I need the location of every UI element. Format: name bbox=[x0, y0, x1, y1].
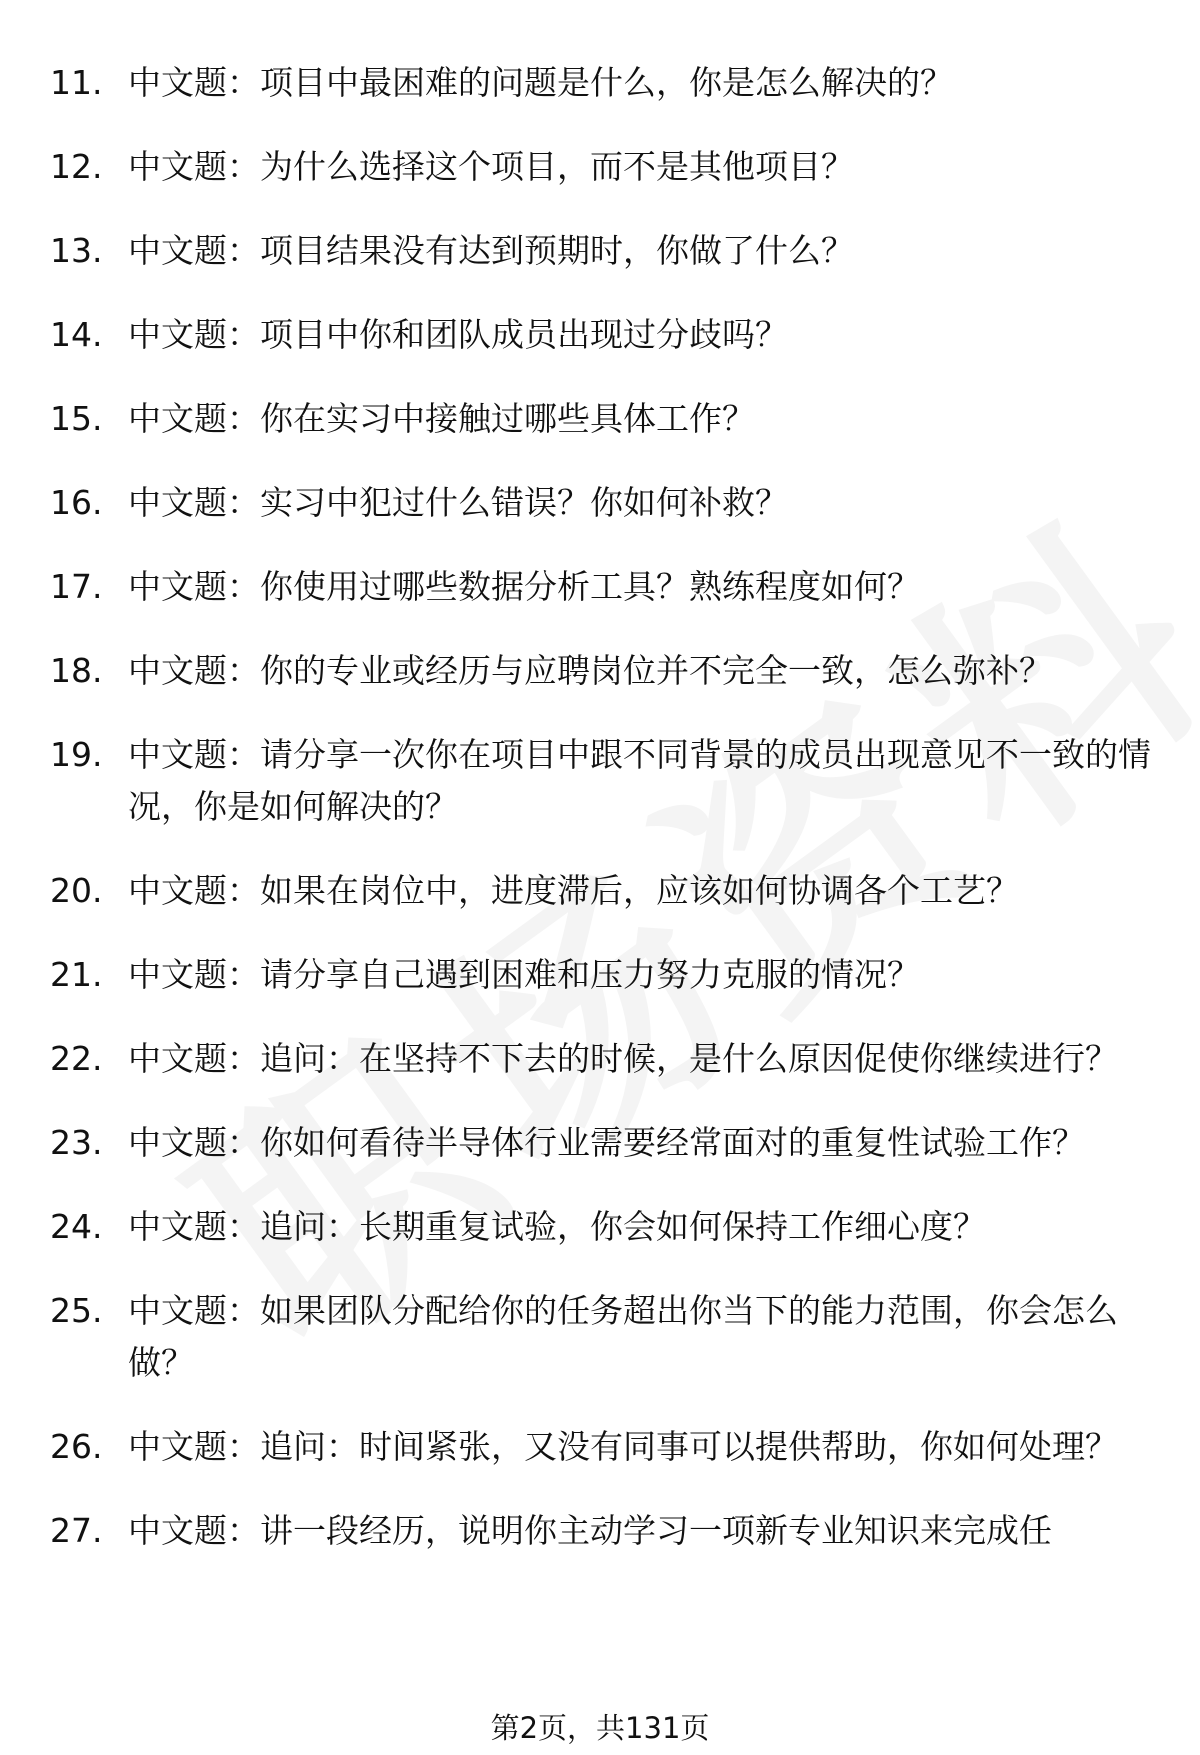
question-item bbox=[50, 949, 1165, 1001]
question-text: 中文题：追问：时间紧张，又没有同事可以提供帮助，你如何处理？ bbox=[128, 1427, 1118, 1466]
question-text: 中文题：你在实习中接触过哪些具体工作？ bbox=[128, 399, 755, 438]
page-footer: 第2页，共131页 bbox=[490, 1711, 710, 1745]
question-item bbox=[50, 561, 1165, 613]
question-list bbox=[50, 57, 1165, 1589]
question-text: 中文题：项目中你和团队成员出现过分歧吗？ bbox=[128, 315, 788, 354]
question-number: 17. bbox=[50, 567, 103, 606]
question-item bbox=[50, 141, 1165, 193]
question-text: 中文题：请分享自己遇到困难和压力努力克服的情况？ bbox=[128, 955, 920, 994]
question-item bbox=[50, 393, 1165, 445]
question-text: 中文题：请分享一次你在项目中跟不同背景的成员出现意见不一致的情况，你是如何解决的？ bbox=[128, 735, 1151, 826]
question-item bbox=[50, 1505, 1165, 1557]
question-item bbox=[50, 1117, 1165, 1169]
question-text: 中文题：为什么选择这个项目，而不是其他项目？ bbox=[128, 147, 854, 186]
question-item bbox=[50, 1421, 1165, 1473]
question-number: 22. bbox=[50, 1039, 103, 1078]
question-number: 11. bbox=[50, 63, 103, 102]
question-text: 中文题：如果团队分配给你的任务超出你当下的能力范围，你会怎么做？ bbox=[128, 1291, 1118, 1382]
question-number: 26. bbox=[50, 1427, 103, 1466]
question-number: 23. bbox=[50, 1123, 103, 1162]
question-item bbox=[50, 1201, 1165, 1253]
question-text: 中文题：追问：长期重复试验，你会如何保持工作细心度？ bbox=[128, 1207, 986, 1246]
question-item bbox=[50, 225, 1165, 277]
question-number: 27. bbox=[50, 1511, 103, 1550]
question-text: 中文题：如果在岗位中，进度滞后，应该如何协调各个工艺？ bbox=[128, 871, 1019, 910]
question-number: 13. bbox=[50, 231, 103, 270]
question-item bbox=[50, 645, 1165, 697]
question-text: 中文题：项目结果没有达到预期时，你做了什么？ bbox=[128, 231, 854, 270]
question-text: 中文题：你使用过哪些数据分析工具？熟练程度如何？ bbox=[128, 567, 920, 606]
question-text: 中文题：你如何看待半导体行业需要经常面对的重复性试验工作？ bbox=[128, 1123, 1085, 1162]
question-item bbox=[50, 1033, 1165, 1085]
question-number: 12. bbox=[50, 147, 103, 186]
question-number: 16. bbox=[50, 483, 103, 522]
question-number: 21. bbox=[50, 955, 103, 994]
question-number: 14. bbox=[50, 315, 103, 354]
question-number: 15. bbox=[50, 399, 103, 438]
question-number: 24. bbox=[50, 1207, 103, 1246]
question-number: 20. bbox=[50, 871, 103, 910]
question-item bbox=[50, 57, 1165, 109]
question-number: 25. bbox=[50, 1291, 103, 1330]
question-text: 中文题：实习中犯过什么错误？你如何补救？ bbox=[128, 483, 788, 522]
question-item bbox=[50, 1285, 1165, 1389]
question-text: 中文题：项目中最困难的问题是什么，你是怎么解决的？ bbox=[128, 63, 953, 102]
question-number: 18. bbox=[50, 651, 103, 690]
question-number: 19. bbox=[50, 735, 103, 774]
question-text: 中文题：你的专业或经历与应聘岗位并不完全一致，怎么弥补？ bbox=[128, 651, 1052, 690]
question-item bbox=[50, 865, 1165, 917]
question-item bbox=[50, 477, 1165, 529]
question-text: 中文题：追问：在坚持不下去的时候，是什么原因促使你继续进行？ bbox=[128, 1039, 1118, 1078]
question-item bbox=[50, 309, 1165, 361]
question-item bbox=[50, 729, 1165, 833]
question-text: 中文题：讲一段经历，说明你主动学习一项新专业知识来完成任 bbox=[128, 1511, 1052, 1550]
